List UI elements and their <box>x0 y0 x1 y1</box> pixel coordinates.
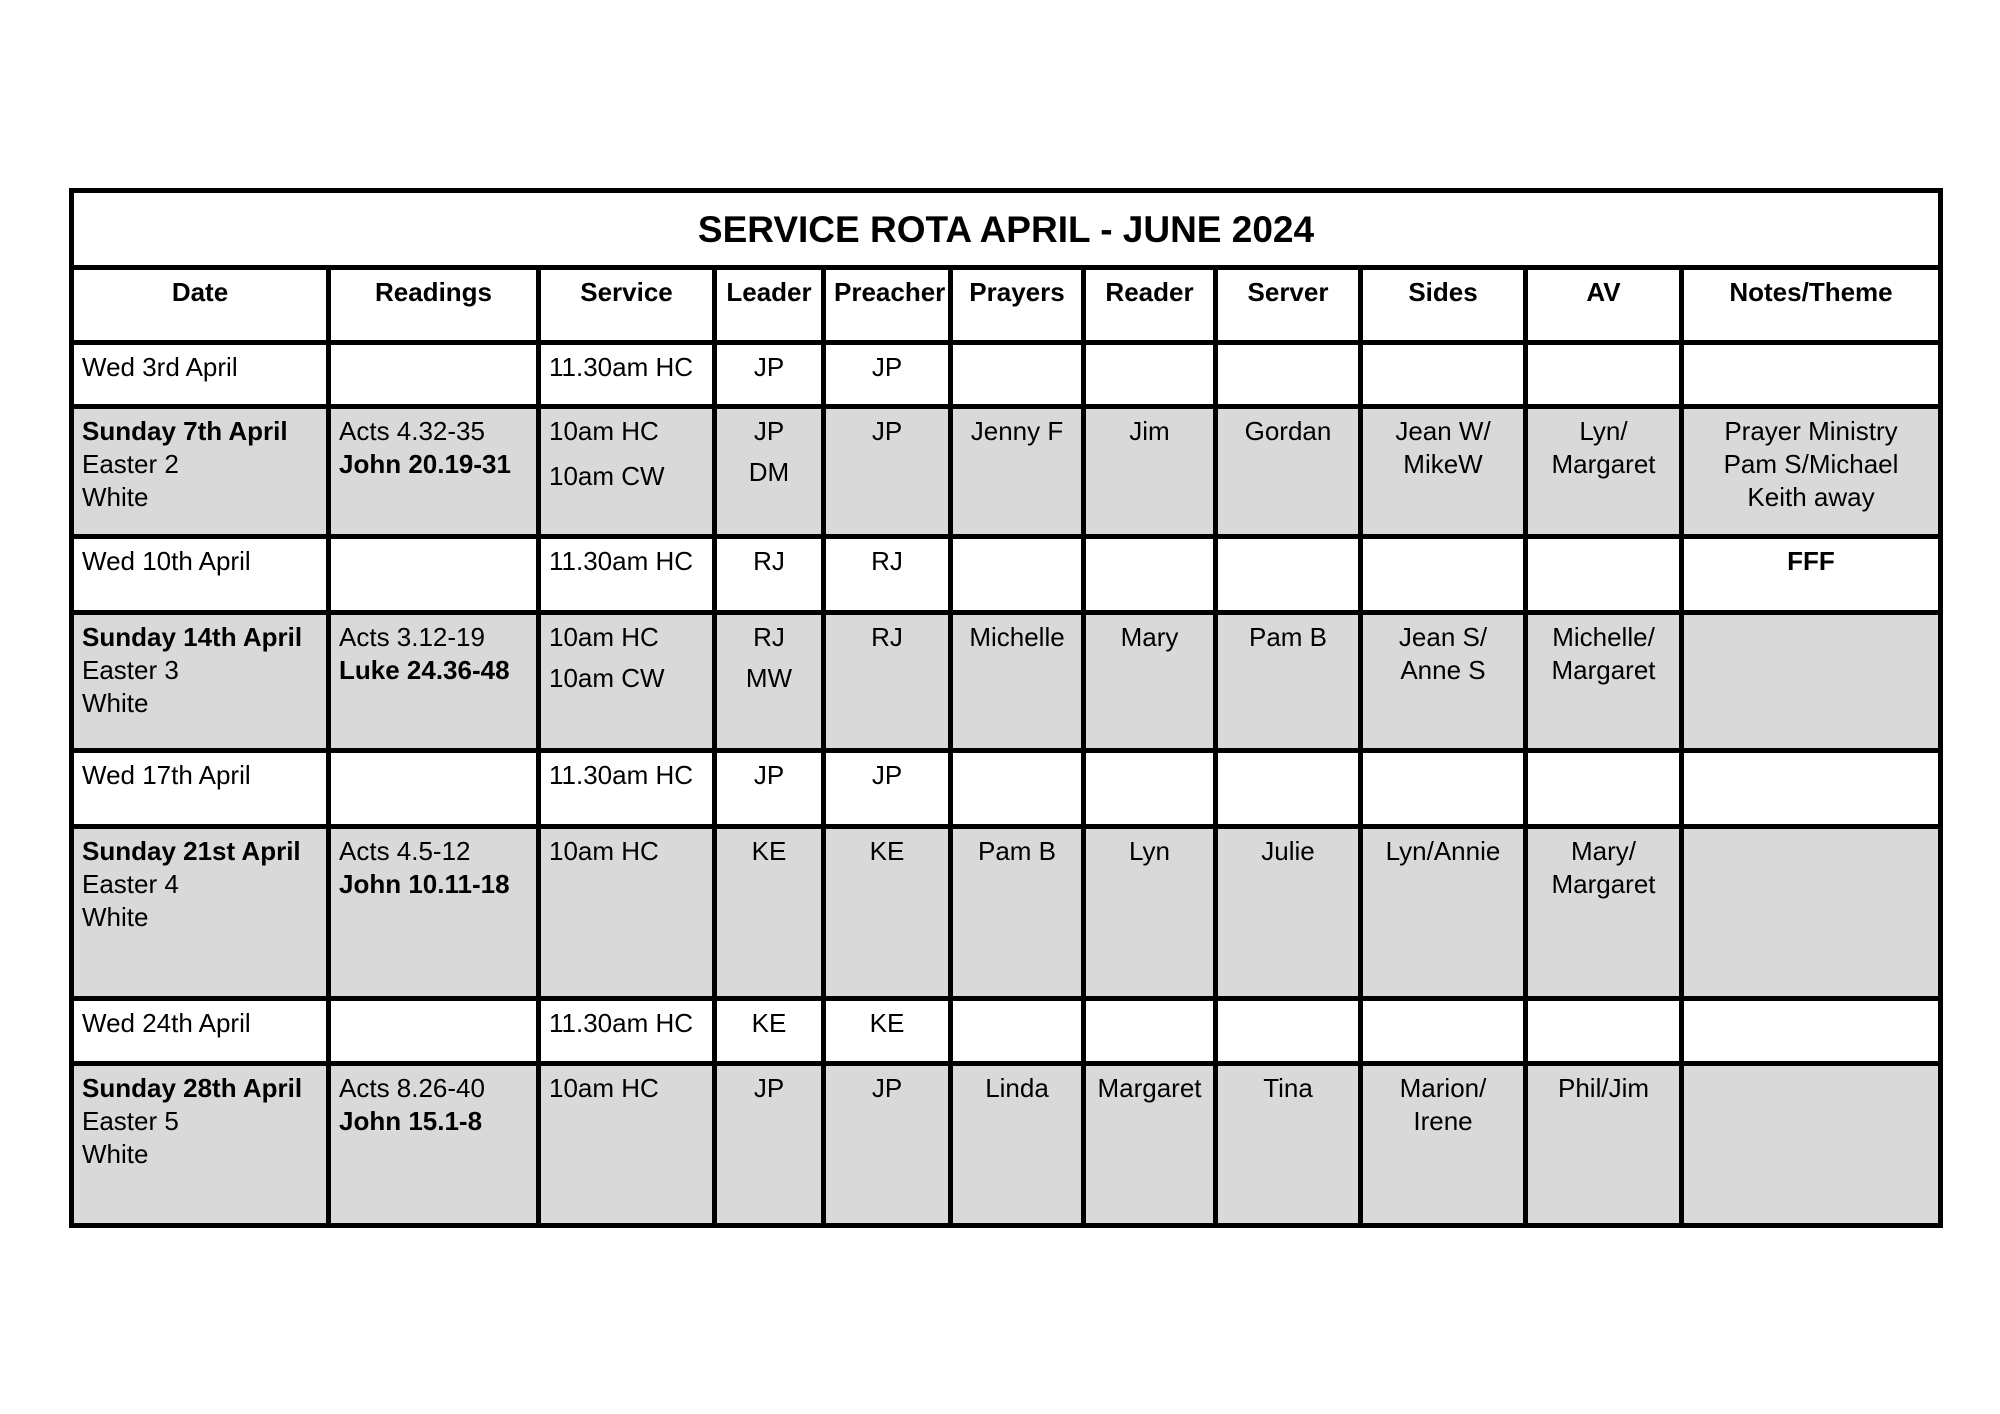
notes-cell <box>1682 999 1941 1064</box>
service-text: 10am HC <box>549 416 659 446</box>
table-row <box>72 407 1941 537</box>
leader-text: JP <box>753 352 785 382</box>
prayers-cell <box>951 537 1084 613</box>
prayers-text: Jenny F <box>970 416 1064 446</box>
column-header-server: Server <box>1216 268 1361 343</box>
leader-text: KE <box>751 1008 787 1038</box>
prayers-cell <box>951 827 1084 999</box>
av-text: Lyn/ <box>1579 416 1628 446</box>
column-header-service: Service <box>539 268 715 343</box>
reading-first: Acts 4.32-35 <box>339 416 485 446</box>
service-text: 11.30am HC <box>549 352 694 382</box>
leader-text: KE <box>751 836 787 866</box>
leader-cell <box>715 827 824 999</box>
av-cell <box>1526 343 1682 407</box>
date-text: Sunday 28th April <box>82 1073 303 1103</box>
column-header-leader: Leader <box>715 268 824 343</box>
preacher-text: RJ <box>871 546 903 576</box>
server-cell <box>1216 999 1361 1064</box>
reading-gospel: John 20.19-31 <box>339 449 511 479</box>
column-header-readings: Readings <box>329 268 539 343</box>
notes-cell <box>1682 613 1941 751</box>
readings-cell <box>329 751 539 827</box>
liturgical-colour: White <box>82 1139 149 1169</box>
sides-cell <box>1361 999 1526 1064</box>
notes-cell <box>1682 407 1941 537</box>
preacher-cell <box>824 613 951 751</box>
column-header-sides: Sides <box>1361 268 1526 343</box>
av-cell <box>1526 999 1682 1064</box>
leader-cell <box>715 613 824 751</box>
av-cell <box>1526 751 1682 827</box>
notes-cell <box>1682 827 1941 999</box>
server-cell <box>1216 613 1361 751</box>
preacher-text: KE <box>869 1008 905 1038</box>
table-row <box>72 827 1941 999</box>
preacher-cell <box>824 827 951 999</box>
av-text: Phil/Jim <box>1557 1073 1649 1103</box>
date-text: Wed 3rd April <box>82 352 238 382</box>
table-row <box>72 343 1941 407</box>
column-header-preacher: Preacher <box>824 268 951 343</box>
leader-cell <box>715 343 824 407</box>
service-rota-table <box>69 188 1943 1228</box>
sides-text: Marion/ <box>1399 1073 1487 1103</box>
date-cell <box>72 613 329 751</box>
readings-cell <box>329 407 539 537</box>
prayers-cell <box>951 751 1084 827</box>
table-row <box>72 999 1941 1064</box>
server-text: Pam B <box>1248 622 1328 652</box>
service-cell <box>539 407 715 537</box>
table-row <box>72 537 1941 613</box>
service-cell <box>539 537 715 613</box>
reader-cell <box>1084 999 1216 1064</box>
date-cell <box>72 343 329 407</box>
liturgical-week: Easter 2 <box>82 449 179 479</box>
reading-first: Acts 3.12-19 <box>339 622 485 652</box>
readings-cell <box>329 827 539 999</box>
date-text: Sunday 21st April <box>82 836 301 866</box>
table-row <box>72 613 1941 751</box>
leader-cell <box>715 999 824 1064</box>
sides-cell <box>1361 827 1526 999</box>
date-cell <box>72 537 329 613</box>
server-cell <box>1216 343 1361 407</box>
table-row <box>72 751 1941 827</box>
leader-text: JP <box>753 416 785 446</box>
reader-cell <box>1084 613 1216 751</box>
readings-cell <box>329 1064 539 1226</box>
preacher-cell <box>824 999 951 1064</box>
readings-cell <box>329 537 539 613</box>
readings-cell <box>329 999 539 1064</box>
leader-cell <box>715 407 824 537</box>
preacher-cell <box>824 343 951 407</box>
reader-text: Mary <box>1120 622 1179 652</box>
preacher-cell <box>824 1064 951 1226</box>
notes-text-second: Pam S/Michael <box>1723 449 1899 479</box>
date-text: Wed 10th April <box>82 546 251 576</box>
leader-text: RJ <box>753 622 785 652</box>
av-text-second: Margaret <box>1551 449 1656 479</box>
reader-cell <box>1084 537 1216 613</box>
date-cell <box>72 827 329 999</box>
date-cell <box>72 1064 329 1226</box>
date-text: Wed 17th April <box>82 760 251 790</box>
service-cell <box>539 1064 715 1226</box>
av-cell <box>1526 537 1682 613</box>
server-cell <box>1216 407 1361 537</box>
server-text: Tina <box>1263 1073 1313 1103</box>
leader-text-second: DM <box>748 457 790 487</box>
server-cell <box>1216 827 1361 999</box>
server-cell <box>1216 751 1361 827</box>
service-text: 10am HC <box>549 836 659 866</box>
preacher-cell <box>824 537 951 613</box>
sides-cell <box>1361 751 1526 827</box>
server-cell <box>1216 537 1361 613</box>
date-cell <box>72 407 329 537</box>
sides-text: Jean S/ <box>1398 622 1488 652</box>
preacher-text: JP <box>871 416 903 446</box>
server-text: Julie <box>1261 836 1315 866</box>
notes-text: FFF <box>1787 546 1835 576</box>
sides-cell <box>1361 343 1526 407</box>
sides-text: Jean W/ <box>1395 416 1491 446</box>
reader-cell <box>1084 1064 1216 1226</box>
service-text: 11.30am HC <box>549 760 694 790</box>
preacher-text: JP <box>871 760 903 790</box>
notes-text-third: Keith away <box>1747 482 1875 512</box>
readings-cell <box>329 343 539 407</box>
reader-text: Margaret <box>1097 1073 1202 1103</box>
prayers-text: Pam B <box>977 836 1057 866</box>
service-cell <box>539 343 715 407</box>
service-text-second: 10am CW <box>549 461 665 491</box>
readings-cell <box>329 613 539 751</box>
sides-text-second: Irene <box>1413 1106 1473 1136</box>
sides-text: Lyn/Annie <box>1385 836 1501 866</box>
reading-gospel: John 15.1-8 <box>339 1106 483 1136</box>
leader-text: RJ <box>753 546 785 576</box>
av-text-second: Margaret <box>1551 869 1656 899</box>
sides-cell <box>1361 407 1526 537</box>
service-cell <box>539 751 715 827</box>
date-cell <box>72 751 329 827</box>
sides-text-second: MikeW <box>1403 449 1483 479</box>
prayers-cell <box>951 1064 1084 1226</box>
notes-cell <box>1682 537 1941 613</box>
notes-cell <box>1682 343 1941 407</box>
leader-cell <box>715 751 824 827</box>
av-cell <box>1526 613 1682 751</box>
service-text: 11.30am HC <box>549 1008 694 1038</box>
preacher-text: JP <box>871 352 903 382</box>
notes-text: Prayer Ministry <box>1724 416 1898 446</box>
prayers-text: Michelle <box>969 622 1065 652</box>
date-text: Wed 24th April <box>82 1008 251 1038</box>
prayers-cell <box>951 999 1084 1064</box>
service-cell <box>539 999 715 1064</box>
service-text: 10am HC <box>549 622 659 652</box>
prayers-cell <box>951 613 1084 751</box>
preacher-text: RJ <box>871 622 903 652</box>
leader-text: JP <box>753 1073 785 1103</box>
liturgical-colour: White <box>82 902 149 932</box>
leader-text-second: MW <box>745 663 793 693</box>
av-text: Michelle/ <box>1552 622 1655 652</box>
reader-cell <box>1084 751 1216 827</box>
liturgical-week: Easter 4 <box>82 869 179 899</box>
service-text-second: 10am CW <box>549 663 665 693</box>
header-row <box>72 268 1941 343</box>
leader-cell <box>715 1064 824 1226</box>
date-text: Sunday 7th April <box>82 416 288 446</box>
reading-gospel: John 10.11-18 <box>339 869 510 899</box>
reader-text: Jim <box>1129 416 1170 446</box>
reading-first: Acts 8.26-40 <box>339 1073 485 1103</box>
date-cell <box>72 999 329 1064</box>
date-text: Sunday 14th April <box>82 622 303 652</box>
notes-cell <box>1682 751 1941 827</box>
reader-text: Lyn <box>1129 836 1170 866</box>
reader-cell <box>1084 827 1216 999</box>
av-text: Mary/ <box>1571 836 1636 866</box>
service-text: 10am HC <box>549 1073 659 1103</box>
prayers-cell <box>951 343 1084 407</box>
av-text-second: Margaret <box>1551 655 1656 685</box>
av-cell <box>1526 1064 1682 1226</box>
sides-text-second: Anne S <box>1400 655 1486 685</box>
column-header-date: Date <box>72 268 329 343</box>
column-header-reader: Reader <box>1084 268 1216 343</box>
service-cell <box>539 827 715 999</box>
preacher-cell <box>824 751 951 827</box>
notes-cell <box>1682 1064 1941 1226</box>
reader-cell <box>1084 407 1216 537</box>
service-cell <box>539 613 715 751</box>
preacher-cell <box>824 407 951 537</box>
liturgical-colour: White <box>82 688 149 718</box>
server-cell <box>1216 1064 1361 1226</box>
preacher-text: KE <box>869 836 905 866</box>
leader-text: JP <box>753 760 785 790</box>
sides-cell <box>1361 537 1526 613</box>
service-text: 11.30am HC <box>549 546 694 576</box>
prayers-cell <box>951 407 1084 537</box>
av-cell <box>1526 827 1682 999</box>
liturgical-week: Easter 3 <box>82 655 179 685</box>
preacher-text: JP <box>871 1073 903 1103</box>
liturgical-week: Easter 5 <box>82 1106 179 1136</box>
reading-gospel: Luke 24.36-48 <box>339 655 510 685</box>
table-row <box>72 1064 1941 1226</box>
sides-cell <box>1361 613 1526 751</box>
reader-cell <box>1084 343 1216 407</box>
liturgical-colour: White <box>82 482 149 512</box>
reading-first: Acts 4.5-12 <box>339 836 471 866</box>
column-header-prayers: Prayers <box>951 268 1084 343</box>
column-header-notes-theme: Notes/Theme <box>1682 268 1941 343</box>
column-header-av: AV <box>1526 268 1682 343</box>
av-cell <box>1526 407 1682 537</box>
sides-cell <box>1361 1064 1526 1226</box>
leader-cell <box>715 537 824 613</box>
prayers-text: Linda <box>985 1073 1049 1103</box>
server-text: Gordan <box>1244 416 1332 446</box>
rota-title: SERVICE ROTA APRIL - JUNE 2024 <box>72 191 1941 268</box>
